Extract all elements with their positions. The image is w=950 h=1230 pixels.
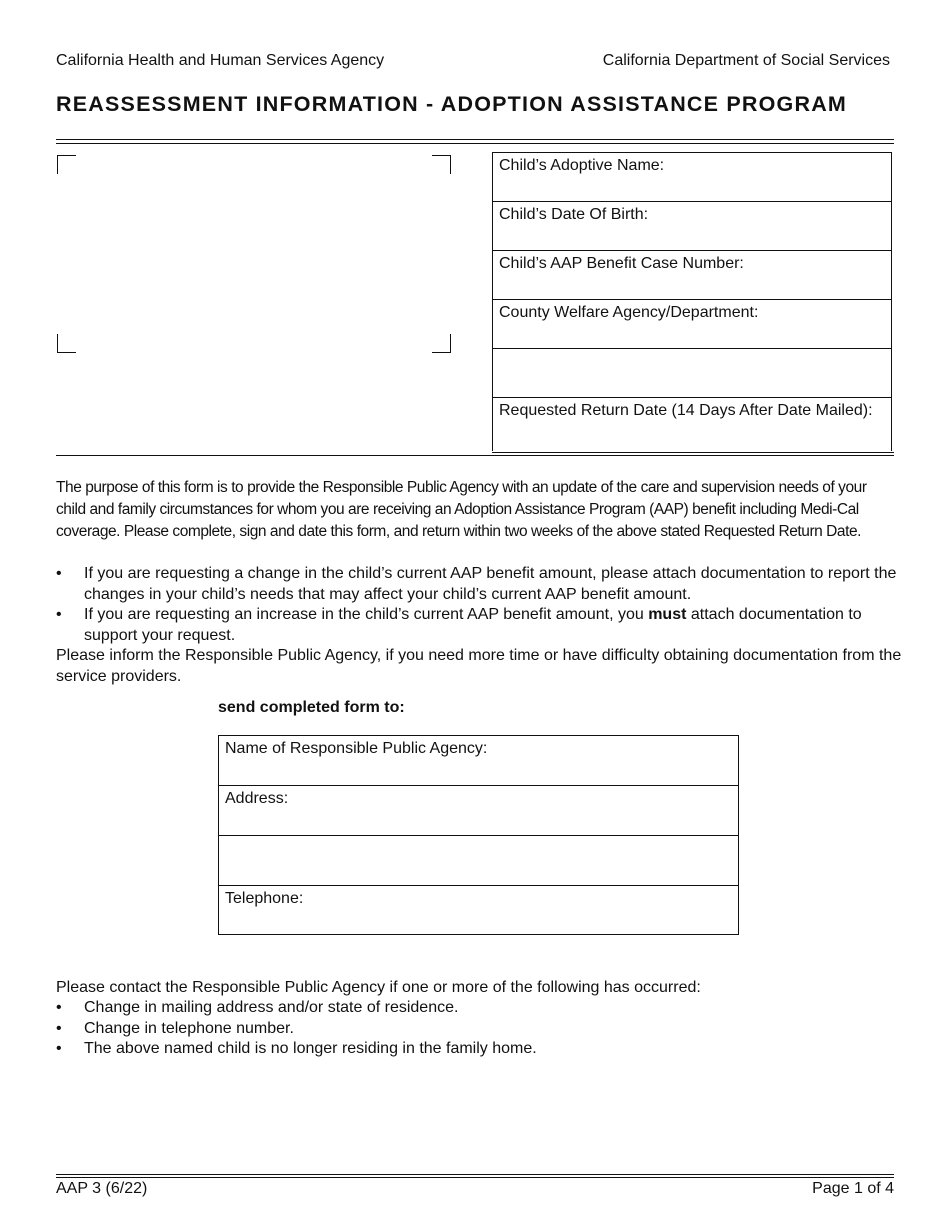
bullet-item-increase-amount (56, 604, 906, 646)
bullet-text: If you are requesting a change in the child’s current AAP benefit amount, please attach documentation to report the changes in your child’s needs that may affect your child’s current AAP benefit amount. (84, 565, 897, 603)
bullet-text (56, 604, 906, 646)
child-date-of-birth-field[interactable]: Child’s Date Of Birth: (493, 202, 891, 251)
contact-item-text: Change in telephone number. (84, 1020, 294, 1037)
contact-item-text: Change in mailing address and/or state of residence. (84, 999, 459, 1016)
section-divider-right (492, 452, 894, 453)
contact-item (56, 1038, 906, 1059)
county-agency-field-continued[interactable] (493, 349, 891, 398)
bullet-text-after: attach documentation to support your request. (84, 606, 862, 644)
contact-lead: Please contact the Responsible Public Agency if one or more of the following has occurred: (56, 979, 701, 996)
agency-name-field[interactable]: Name of Responsible Public Agency: (219, 736, 738, 786)
agency-address-field-continued[interactable] (219, 836, 738, 886)
title-divider-top (56, 139, 894, 140)
purpose-paragraph: The purpose of this form is to provide the Responsible Public Agency with an update of the care and supervision needs of your child and family circumstances for whom you are receiving an Adoption Assistance Program (AAP) benefit including Medi-Cal coverage. Please complete, sign and date this form, and return within two weeks of the above stated Requested Return Date. (56, 479, 867, 540)
header-agency-right: California Department of Social Services (602, 52, 890, 69)
child-case-number-field[interactable]: Child’s AAP Benefit Case Number: (493, 251, 891, 300)
corner-top-right (432, 155, 451, 174)
header-agency-left: California Health and Human Services Agency (56, 52, 385, 69)
county-agency-field[interactable]: County Welfare Agency/Department: (493, 300, 891, 349)
agency-address-field[interactable]: Address: (219, 786, 738, 836)
bullet-text-before: If you are requesting an increase in the child’s current AAP benefit amount, you (84, 606, 649, 623)
corner-bottom-right (432, 334, 451, 353)
bullet-item-change-amount (56, 563, 906, 605)
bullet-marker: • (56, 1020, 62, 1037)
inform-paragraph: Please inform the Responsible Public Agency, if you need more time or have difficulty obtaining documentation from the service providers. (56, 647, 902, 685)
bullet-text-emphasis: must (648, 606, 687, 623)
requested-return-date-field[interactable]: Requested Return Date (14 Days After Date Mailed): (499, 402, 873, 419)
bullet-marker: • (56, 565, 62, 582)
corner-bottom-left (57, 334, 76, 353)
contact-item (56, 997, 906, 1018)
footer-divider-bottom (56, 1177, 894, 1178)
bullet-marker: • (56, 1040, 62, 1057)
form-id: AAP 3 (6/22) (56, 1180, 148, 1197)
footer-divider-top (56, 1174, 894, 1175)
title-divider-bottom (56, 143, 894, 144)
send-to-heading: send completed form to: (218, 699, 405, 716)
contact-item (56, 1018, 906, 1039)
section-divider-left (56, 455, 894, 456)
child-info-table (492, 152, 892, 451)
agency-telephone-field[interactable]: Telephone: (225, 890, 304, 907)
bullet-marker: • (56, 606, 62, 623)
page-number: Page 1 of 4 (812, 1180, 894, 1197)
child-adoptive-name-field[interactable]: Child’s Adoptive Name: (493, 153, 891, 202)
form-title: REASSESSMENT INFORMATION - ADOPTION ASSISTANCE PROGRAM (56, 92, 848, 116)
agency-table (218, 735, 739, 935)
bullet-marker: • (56, 999, 62, 1016)
corner-top-left (57, 155, 76, 174)
contact-item-text: The above named child is no longer residing in the family home. (84, 1040, 537, 1057)
